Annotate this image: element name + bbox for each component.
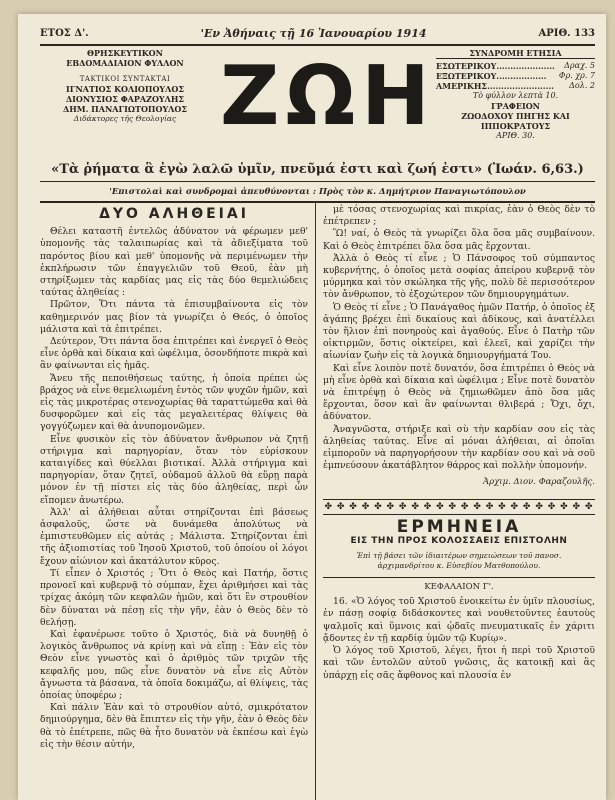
subscription-heading: ΣΥΝΔΡΟΜΗ ΕΤΗΣΙΑ <box>436 48 595 59</box>
article-paragraph: Ὁ λόγος τοῦ Χριστοῦ, λέγει, ἤτοι ἡ περὶ τοῦ Χριστοῦ καὶ τῶν ἐντολῶν αὐτοῦ γνῶσις, ἂς κατοικῇ καὶ ἂς ὑπάρχῃ εἰς σᾶς ἄφθονος καὶ πλουσία ἐν <box>323 645 595 681</box>
bible-verse: 16. «Ὁ λόγος τοῦ Χριστοῦ ἐνοικείτω ἐν ὑμῖν πλουσίως, ἐν πάσῃ σοφίᾳ διδάσκοντες καὶ νουθετοῦντες ἑαυτοὺς ψαλμοῖς καὶ ὕμνοις καὶ ᾠδαῖς πνευματικαῖς ἐν χάριτι ᾄδοντες ἐν τῇ καρδίᾳ ὑμῶν τῷ Κυρίῳ». <box>323 596 595 644</box>
article-paragraph: Καὶ πάλιν Ἐὰν καὶ τὸ στρουθίον αὐτό, σμικρότατον δημιούργημα, δὲν θὰ ἔπιπτεν εἰς τὴν γῆν, ἐὰν ὁ Θεὸς δὲν θὰ τὸ ἐπέτρεπε, πῶς θὰ ἦτο δυνατὸν νὰ ἐκπέσω καὶ ἐγὼ εἰς τὴν θέσιν αὐτήν, <box>40 702 308 750</box>
issue-number: ΑΡΙΘ. 133 <box>538 27 595 39</box>
top-line <box>40 22 595 46</box>
subscription-row <box>436 61 595 71</box>
editor-name: ΙΓΝΑΤΙΟΣ ΚΟΛΙΟΠΟΥΛΟΣ <box>66 84 184 94</box>
article-paragraph: Εἶνε φυσικὸν εἰς τὸν ἀδύνατον ἄνθρωπον νὰ ζητῇ στήριγμα καὶ παρηγορίαν, ὅταν τὸν εὑρίσκουν καταιγίδες καὶ θύελλαι βιοτικαί. Ἀλλὰ στήριγμα καὶ παρηγορίαν, ὅταν ζητεῖ, οὐδαμοῦ ἀλλοῦ θὰ εὕρῃ παρὰ μόνον ἐν τῇ πίστει εἰς τὰς δύο ἀληθείας, περὶ ὧν εἴπομεν ἀνωτέρω. <box>40 433 308 506</box>
article-paragraph: Δεύτερον, Ὅτι πάντα ὅσα ἐπιτρέπει καὶ ἐνεργεῖ ὁ Θεὸς εἶνε ὀρθὰ καὶ δίκαια καὶ ὠφέλιμα, ὁσονδήποτε πικρὰ καὶ ἂν φαίνωνται εἰς ἡμᾶς. <box>40 336 308 372</box>
year-label: ΕΤΟΣ Δ'. <box>40 27 89 39</box>
newspaper-page <box>18 14 606 800</box>
right-column <box>323 204 595 682</box>
subscription-price: Φρ. χρ. 7 <box>558 71 595 80</box>
correspondence-notice: 'Επιστολαὶ καὶ συνδρομαὶ ἀπευθύνονται : Πρὸς τὸν κ. Δημήτριον Παναγιωτόπουλον <box>40 184 595 203</box>
article-paragraph: Τί εἶπεν ὁ Χριστός ; Ὅτι ὁ Θεὸς καὶ Πατήρ, ὅστις προνοεῖ καὶ κυβερνᾷ τὸ σύμπαν, ἔχει ἀριθμήσει καὶ τὰς τρίχας ἀκόμη τῶν κεφαλῶν ἡμῶν, καὶ ὅτι ἓν στρουθίον δὲν δύναται νὰ πέσῃ εἰς τὴν γῆν, ἐὰν ὁ Θεὸς δὲν τὸ θελήσῃ. <box>40 567 308 628</box>
article-paragraph: Θέλει καταστῆ ἐντελῶς ἀδύνατον νὰ φέρωμεν μεθ' ὑπομονῆς τὰς ταλαιπωρίας καὶ τὰ ἀδιεξίματα τοῦ παρόντος βίου καὶ μεθ' ὑπομονῆς νὰ περιμένωμεν τὴν ἐκπλήρωσιν τῶν ἐπαγγελιῶν τοῦ Θεοῦ, ἐὰν μὴ στηρίξωμεν τὰς καρδίας μας εἰς τὰς δύο θεμελιώδεις ταύτας ἀληθείας : <box>40 226 308 299</box>
article-paragraph: Ἀλλ' αἱ ἀλήθειαι αὗται στηρίζονται ἐπὶ βάσεως ἀσφαλοῦς, ὥστε νὰ δυνάμεθα ἀπολύτως νὰ ἐμπιστευθῶμεν εἰς αὐτάς ; Μάλιστα. Στηρίζονται ἐπὶ τῆς ἀξιοπιστίας τοῦ Ἰησοῦ Χριστοῦ, τοῦ ὁποίου οἱ λόγοι ἔχουν αἰώνιον καὶ ἀκατάλυτον κῦρος. <box>40 506 308 567</box>
article-paragraph: μὲ τόσας στενοχωρίας καὶ πικρίας, ἐὰν ὁ Θεὸς δὲν τὸ ἐπέτρεπεν ; <box>323 204 595 228</box>
article-title: ΔΥΟ ΑΛΗΘΕΙΑΙ <box>99 206 249 222</box>
article-paragraph: Πρῶτον, Ὅτι πάντα τὰ ἐπισυμβαίνοντα εἰς τὸν καθημερινόν μας βίον τὰ γνωρίζει ὁ Θεός, ὁ ὁποῖος μάλιστα καὶ τὰ ἐπιτρέπει. <box>40 299 308 335</box>
section-title: ΕΡΜΗΝΕΙΑ <box>396 516 522 537</box>
article-paragraph: Ὢ! ναί, ὁ Θεὸς τὰ γνωρίζει ὅλα ὅσα μᾶς συμβαίνουν. Καὶ ὁ Θεὸς ἐπιτρέπει ὅλα ὅσα μᾶς ἔρχονται. <box>323 228 595 252</box>
issue-price: Τὸ φύλλον λεπτὰ 10. <box>472 91 559 100</box>
chapter-heading: ΚΕΦΑΛΑΙΟΝ Γ'. <box>323 577 595 593</box>
editor-name: ΔΙΟΝΥΣΙΟΣ ΦΑΡΑΖΟΥΛΗΣ <box>65 94 185 104</box>
masthead <box>40 48 595 156</box>
motto: «Τὰ ῥήματα ἃ ἐγὼ λαλῶ ὑμῖν, πνεῦμά ἐστι καὶ ζωή ἐστι» (Ἰωάν. 6,63.) <box>40 158 595 182</box>
ornament-band: ✤ ✤ ✤ ✤ ✤ ✤ ✤ ✤ ✤ ✤ ✤ ✤ ✤ ✤ ✤ ✤ ✤ ✤ ✤ ✤ ✤ ✤ <box>323 499 595 515</box>
newspaper-title: ΖΩΗ <box>220 49 436 144</box>
subscription-price: Δραχ. 5 <box>564 61 595 70</box>
offices-address: ΖΩΟΔΟΧΟΥ ΠΗΓΗΣ ΚΑΙ ΙΠΠΟΚΡΑΤΟΥΣ <box>461 111 570 131</box>
offices-label: ΓΡΑΦΕΙΟΝ <box>491 101 540 111</box>
subscription-info <box>436 48 595 141</box>
section-subtitle: ΕΙΣ ΤΗΝ ΠΡΟΣ ΚΟΛΟΣΣΑΕΙΣ ΕΠΙΣΤΟΛΗΝ <box>350 535 568 546</box>
left-column <box>40 204 308 751</box>
subscription-label: ΑΜΕΡΙΚΗΣ........................ <box>436 81 554 91</box>
article-paragraph: Ἄνευ τῆς πεποιθήσεως ταύτης, ἡ ὁποία πρέπει ὡς βράχος νὰ εἶνε θεμελιωμένη ἐντὸς τῶν ψυχῶν ἡμῶν, καὶ εἰς τὰς μικροτέρας στενοχωρίας θὰ ταραττώμεθα καὶ θὰ δυσφορῶμεν καὶ εἰς τὰς μεγαλειτέρας θλίψεις θὰ γογγύζωμεν καὶ θὰ ἀνυπομονῶμεν. <box>40 372 308 433</box>
issue-date: 'Εν Ἀθήναις τῇ 16 Ἰανουαρίου 1914 <box>200 26 427 40</box>
article-paragraph: Καὶ εἶνε λοιπὸν ποτὲ δυνατόν, ὅσα ἐπιτρέπει ὁ Θεὸς νὰ μὴ εἶνε ὀρθὰ καὶ δίκαια καὶ ὠφέλιμα ; Εἶνε ποτὲ δυνατὸν νὰ ἐπιτρέψῃ ὁ Θεὸς νὰ ζημιωθῶμεν ἀπὸ ὅσα μᾶς ἔρχονται, ὅσον καὶ ἂν φαίνωνται θλιβερά ; Ὄχι, ὄχι, ἀδύνατον. <box>323 362 595 423</box>
article-paragraph: Καὶ ἐφανέρωσε τοῦτο ὁ Χριστός, διὰ νὰ δυνηθῇ ὁ λογικὸς ἄνθρωπος νὰ κρίνῃ καὶ νὰ εἴπῃ : Ἐὰν εἰς τὸν Θεὸν εἶνε γνωστὸς καὶ ὁ ἀριθμὸς τῶν τριχῶν τῆς κεφαλῆς μου, πῶς εἶνε δυνατὸν νὰ εἶνε εἰς Αὐτὸν ἄγνωστα τὰ βάσανα, τὰ ὁποῖα δοκιμάζω, αἱ θλίψεις, τὰς ὁποίας ὑποφέρω ; <box>40 628 308 701</box>
editors-label: ΤΑΚΤΙΚΟΙ ΣΥΝΤΑΚΤΑΙ <box>79 75 171 83</box>
editor-name: ΔΗΜ. ΠΑΝΑΓΙΩΤΟΠΟΥΛΟΣ <box>62 104 187 114</box>
column-divider <box>315 202 316 800</box>
article-signature: Ἀρχιμ. Διον. Φαραζουλῆς. <box>483 477 595 488</box>
pub-type-line2: ΕΒΔΟΜΑΔΙΑΙΟΝ ΦΥΛΛΟΝ <box>66 58 184 68</box>
editors-note: Διδάκτορες τῆς Θεολογίας <box>73 114 177 123</box>
publication-info <box>40 48 210 124</box>
subscription-label: ΕΣΩΤΕΡΙΚΟΥ..................... <box>436 61 555 71</box>
pub-type-line1: ΘΡΗΣΚΕΥΤΙΚΟΝ <box>87 48 163 58</box>
subscription-row <box>436 71 595 81</box>
article-paragraph: Ἀλλὰ ὁ Θεὸς τί εἶνε ; Ὁ Πάνσοφος τοῦ σύμπαντος κυβερνήτης, ὁ ὁποῖος μετὰ σοφίας ἀπείρου κυβερνᾷ τὸν μύρμηκα καὶ τὸν σκώληκα τῆς γῆς, πολὺ δὲ περισσότερον τὸν ἄνθρωπον, τὸ ἐξοχώτερον τῶν δημιουργημάτων. <box>323 252 595 301</box>
section-note: Ἐπὶ τῇ βάσει τῶν ἰδιαιτέρων σημειώσεων τοῦ πανοσ. ἀρχιμανδρίτου κ. Εὐσεβίου Ματθοπούλου. <box>356 551 562 571</box>
article-paragraph: Ἀναγνῶστα, στήριξε καὶ σὺ τὴν καρδίαν σου εἰς τὰς ἀληθείας ταύτας. Εἶνε αἱ μόναι ἀλήθειαι, αἱ ὁποῖαι εἰμποροῦν νὰ παρηγορήσουν τὴν καρδίαν σου καὶ νὰ σοῦ ἐμπνεύσουν ἀκατάβλητον θάρρος καὶ πολλὴν ὑπομονήν. <box>323 423 595 472</box>
offices-number: ΑΡΙΘ. 30. <box>496 131 535 140</box>
subscription-price: Δολ. 2 <box>569 81 595 90</box>
article-paragraph: Ὁ Θεὸς τί εἶνε ; Ὁ Πανάγαθος ἡμῶν Πατήρ, ὁ ὁποῖος ἐξ ἀγάπης βρέχει ἐπὶ δικαίους καὶ ἀδίκους, καὶ ἀνατέλλει τὸν ἥλιον ἐπὶ πονηροὺς καὶ ἀγαθούς. Εἶνε ὁ Πατὴρ τῶν οἰκτιρμῶν, ὅστις οἰκτείρει, καὶ ἐλεεῖ, καὶ χαρίζει τὴν αἰωνίαν ζωὴν εἰς τὰ λογικὰ δημιουργήματά Του. <box>323 301 595 362</box>
subscription-label: ΕΞΩΤΕΡΙΚΟΥ.................. <box>436 71 547 81</box>
subscription-row <box>436 81 595 91</box>
